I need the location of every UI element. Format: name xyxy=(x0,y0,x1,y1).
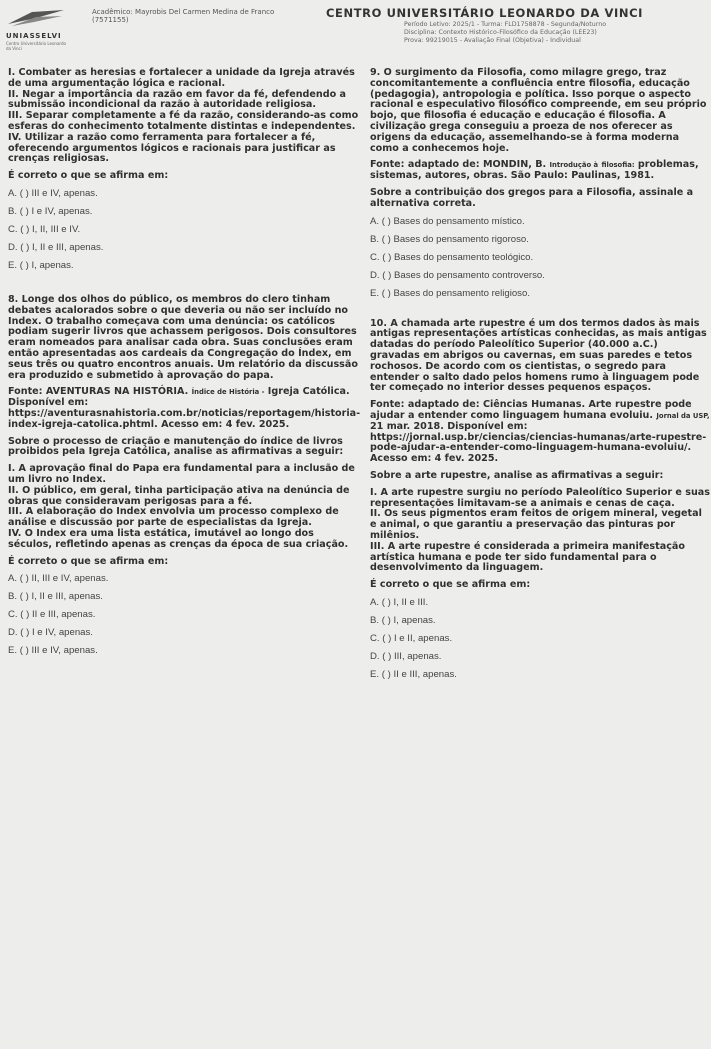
option-e[interactable]: E. ( ) III e IV, apenas. xyxy=(8,645,98,657)
logo-tagline: Centro Universitário Leonardo da Vinci xyxy=(6,41,66,51)
question-9 xyxy=(370,68,710,303)
source-part-a: Fonte: adaptado de: Ciências Humanas. Arte rupestre pode ajudar a entender como linguagem humana evoluiu. xyxy=(370,399,692,421)
discipline-line: Disciplina: Contexto Histórico-Filosófico da Educação (LEE23) xyxy=(404,29,597,37)
question-9-text: 9. O surgimento da Filosofia, como milagre grego, traz concomitantemente a confluência entre filosofia, educação (pedagogia), antropologia e política. Isso porque o aspecto racional e especulativo filosófico compreende, em seu próprio bojo, que filosofia é educação e educação é filosofia. A civilização grega conseguiu a proeza de nos oferecer as origens da educação, assemelhando-se à forma moderna como a conhecemos hoje. xyxy=(370,67,707,154)
left-column xyxy=(8,68,360,660)
right-column xyxy=(370,68,710,684)
statement-ii: II. Negar a importância da razão em favor da fé, defendendo a submissão incondicional da razão à autoridade religiosa. xyxy=(8,88,347,111)
question-8-text: 8. Longe dos olhos do público, os membros do clero tinham debates acalorados sobre o que deveria ou não ser incluído no Index. O trabalho começava com uma denúncia: os católicos podiam sugerir livros que achassem perigosos. Dois consultores eram nomeados para analisar cada obra. Suas conclusões eram então apresentadas aos cardeais da Congregação do Índex, em seus três ou quatro encontros anuais. Um relatório da discussão era produzido e submetido à aprovação do papa. xyxy=(8,293,358,381)
option-d[interactable]: D. ( ) I e IV, apenas. xyxy=(8,627,93,639)
question-prompt: É correto o que se afirma em: xyxy=(8,170,169,182)
question-8 xyxy=(8,295,360,660)
period-line: Período Letivo: 2025/1 - Turma: FLD1758878 - Segunda/Noturno xyxy=(404,21,607,28)
statement-iii: III. A elaboração do Index envolvia um processo complexo de análise e discussão por parte de especialistas da Igreja. xyxy=(8,506,339,529)
statement-iv: IV. O Index era uma lista estática, imutável ao longo dos séculos, refletindo apenas as crenças da época de sua criação. xyxy=(8,527,349,550)
source-work-title: Índice de História - xyxy=(191,388,265,397)
question-10-source xyxy=(370,400,710,465)
source-part-c: Disponível em: https://jornal.usp.br/ciencias/ciencias-humanas/arte-rupestre-pode-ajudar-a-entender-como-linguagem-humana-evoluiu/. Acesso em: 4 fev. 2025. xyxy=(370,420,707,465)
question-10-text: 10. A chamada arte rupestre é um dos termos dados às mais antigas representações artísticas conhecidas, as mais antigas datadas do período Paleolítico Superior (40.000 a.C.) gravadas em abrigos ou cavernas, em suas paredes e tetos rochosos. De acordo com os cientistas, o segredo para entender o salto dado pelos homens rumo à linguagem pode ter começado no interior desses pequenos espaços. xyxy=(370,317,707,394)
option-a[interactable]: A. ( ) I, II e III. xyxy=(370,596,429,608)
statement-iii: III. Separar completamente a fé da razão, considerando-as como esferas do conhecimento totalmente distintas e independentes. xyxy=(8,110,359,132)
institution-title: CENTRO UNIVERSITÁRIO LEONARDO DA VINCI xyxy=(326,6,644,20)
option-d[interactable]: D. ( ) Bases do pensamento controverso. xyxy=(370,269,545,281)
statement-ii: II. Os seus pigmentos eram feitos de origem mineral, vegetal e animal, o que garantiu a preservação das pinturas por milênios. xyxy=(370,508,702,541)
answer-options xyxy=(8,185,360,275)
option-d[interactable]: D. ( ) III, apenas. xyxy=(370,650,442,662)
statement-ii: II. O público, em geral, tinha participação ativa na denúncia de obras que consideravam perigosas para a fé. xyxy=(8,484,350,507)
option-b[interactable]: B. ( ) I e IV, apenas. xyxy=(8,205,93,217)
statement-iii: III. A arte rupestre é considerada a primeira manifestação artística humana e pode ter sido fundamental para o desenvolvimento da linguagem. xyxy=(370,540,685,574)
option-c[interactable]: C. ( ) I, II, III e IV. xyxy=(8,223,81,235)
question-9-stem: Sobre a contribuição dos gregos para a Filosofia, assinale a alternativa correta. xyxy=(370,186,694,209)
statement-i: I. A aprovação final do Papa era fundamental para a inclusão de um livro no Index. xyxy=(8,463,355,485)
option-a[interactable]: A. ( ) III e IV, apenas. xyxy=(8,187,98,199)
option-b[interactable]: B. ( ) Bases do pensamento rigoroso. xyxy=(370,233,529,245)
answer-options xyxy=(370,594,710,684)
option-e[interactable]: E. ( ) Bases do pensamento religioso. xyxy=(370,287,530,299)
statement-i: I. Combater as heresias e fortalecer a unidade da Igreja através de uma argumentação lógica e racional. xyxy=(8,67,355,89)
source-journal: Jornal da USP, xyxy=(656,411,710,420)
source-part-b: 21 mar. 2018. xyxy=(370,420,444,432)
answer-options xyxy=(8,570,360,660)
statement-iv: IV. Utilizar a razão como ferramenta para fortalecer a fé, oferecendo argumentos lógicos e racionais para justificar as crenças religiosas. xyxy=(8,131,336,165)
question-10 xyxy=(370,319,710,684)
source-lead: Fonte: adaptado de: MONDIN, B. xyxy=(370,159,547,171)
option-a[interactable]: A. ( ) Bases do pensamento místico. xyxy=(370,215,525,227)
option-d[interactable]: D. ( ) I, II e III, apenas. xyxy=(8,241,104,253)
question-7-continued xyxy=(8,68,360,275)
page-header xyxy=(0,0,711,62)
source-rest: Igreja Católica. Disponível em: https://aventurasnahistoria.com.br/noticias/reportagem/historia-index-igreja-catolica.phtml. Acesso em: 4 fev. 2025. xyxy=(8,386,361,430)
source-work-title: Introdução à xyxy=(549,161,599,170)
option-b[interactable]: B. ( ) I, apenas. xyxy=(370,614,436,626)
question-8-stem: Sobre o processo de criação e manutenção do índice de livros proibidos pela Igreja Católica, analise as afirmativas a seguir: xyxy=(8,435,344,458)
option-b[interactable]: B. ( ) I, II e III, apenas. xyxy=(8,591,103,603)
question-prompt: É correto o que se afirma em: xyxy=(8,555,169,567)
question-9-source xyxy=(370,160,710,182)
academic-info: Acadêmico: Mayrobis Del Carmen Medina de Franco (7571155) xyxy=(92,8,275,24)
answer-options xyxy=(370,213,710,303)
option-c[interactable]: C. ( ) I e II, apenas. xyxy=(370,632,453,644)
statement-i: I. A arte rupestre surgiu no período Paleolítico Superior e suas representações limitavam-se a animais e cenas de caça. xyxy=(370,486,710,509)
option-e[interactable]: E. ( ) I, apenas. xyxy=(8,259,74,271)
course-info xyxy=(404,21,606,46)
option-c[interactable]: C. ( ) Bases do pensamento teológico. xyxy=(370,251,534,263)
logo-graphic-icon xyxy=(6,8,66,28)
source-work-title-2: filosofia: xyxy=(601,161,635,170)
logo-name: UNIASSELVI xyxy=(6,32,62,40)
question-8-source xyxy=(8,387,360,430)
source-rest: problemas, sistemas, autores, obras. São Paulo: Paulinas, 1981. xyxy=(370,159,699,182)
option-e[interactable]: E. ( ) II e III, apenas. xyxy=(370,668,457,680)
source-lead: Fonte: AVENTURAS NA HISTÓRIA. xyxy=(8,386,189,398)
university-logo xyxy=(6,8,70,51)
option-c[interactable]: C. ( ) II e III, apenas. xyxy=(8,609,96,621)
exam-line: Prova: 99219015 - Avaliação Final (Objetiva) - Individual xyxy=(404,37,581,45)
option-a[interactable]: A. ( ) II, III e IV, apenas. xyxy=(8,573,109,585)
question-10-stem: Sobre a arte rupestre, analise as afirmativas a seguir: xyxy=(370,469,664,481)
question-prompt: É correto o que se afirma em: xyxy=(370,579,531,591)
